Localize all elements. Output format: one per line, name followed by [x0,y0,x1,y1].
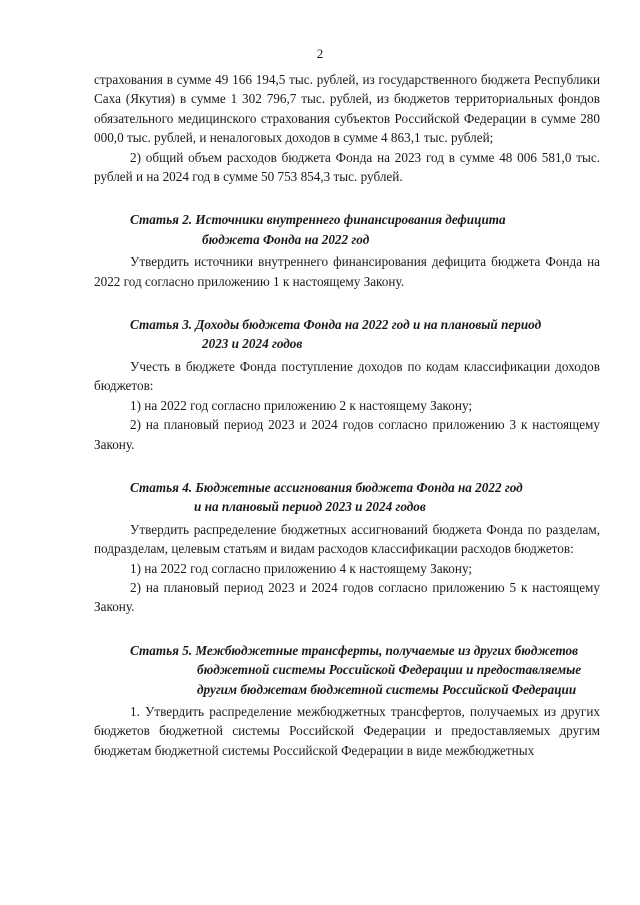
article-2-heading-line-2: бюджета Фонда на 2022 год [202,231,370,247]
article-2-heading [94,210,600,249]
article-4-paragraph-1: Утвердить распределение бюджетных ассигнований бюджета Фонда по разделам, подразделам, целевым статьям и видам расходов классификации расходов бюджетов: [94,521,600,557]
article-3-heading-line-2: 2023 и 2024 годов [202,336,303,352]
intro-paragraph-1: страхования в сумме 49 166 194,5 тыс. рублей, из государственного бюджета Республики Саха (Якутия) в сумме 1 302 796,7 тыс. рублей, из бюджетов территориальных фондов обязательного медицинского страхования субъектов Российской Федерации в сумме 280 000,0 тыс. рублей, и неналоговых доходов в сумме 4 863,1 тыс. рублей; [94,72,600,146]
document-body [94,70,600,760]
article-3-heading-line-1: Статья 3. Доходы бюджета Фонда на 2022 год и на плановый период [130,317,542,333]
article-3-paragraph-3: 2) на плановый период 2023 и 2024 годов согласно приложению 3 к настоящему Закону. [94,417,600,452]
article-4-paragraph-3: 2) на плановый период 2023 и 2024 годов согласно приложению 5 к настоящему Закону. [94,579,600,615]
article-3-paragraph-1: Учесть в бюджете Фонда поступление доходов по кодам классификации доходов бюджетов: [94,358,600,394]
article-4-heading-line-1: Статья 4. Бюджетные ассигнования бюджета Фонда на 2022 год [130,479,523,495]
article-4-heading-line-2: и на плановый период 2023 и 2024 годов [194,499,426,515]
article-5-heading-line-1: Статья 5. Межбюджетные трансферты, получаемые из других бюджетов [130,642,579,658]
intro-paragraph-2: 2) общий объем расходов бюджета Фонда на 2023 год в сумме 48 006 581,0 тыс. рублей и на 2024 год в сумме 50 753 854,3 тыс. рублей. [94,149,600,185]
article-4-heading [94,478,600,517]
article-3-paragraph-2: 1) на 2022 год согласно приложению 2 к настоящему Закону; [130,397,473,413]
article-5-heading-line-3: другим бюджетам бюджетной системы Российской Федерации [197,681,577,697]
page-number: 2 [316,46,324,61]
article-2-paragraph: Утвердить источники внутреннего финансирования дефицита бюджета Фонда на 2022 год согласно приложению 1 к настоящему Закону. [94,254,600,289]
article-5-heading [94,641,600,699]
article-5-heading-line-2: бюджетной системы Российской Федерации и предоставляемые [197,662,582,678]
article-2-heading-line-1: Статья 2. Источники внутреннего финансирования дефицита [130,212,506,228]
article-4-paragraph-2: 1) на 2022 год согласно приложению 4 к настоящему Закону; [130,560,473,576]
article-3-heading [94,315,600,354]
article-5-paragraph-1: 1. Утвердить распределение межбюджетных трансфертов, получаемых из других бюджетов бюджетной системы Российской Федерации и предоставляемых другим бюджетам бюджетной системы Российской Федерации в виде межбюджетных [94,703,600,758]
